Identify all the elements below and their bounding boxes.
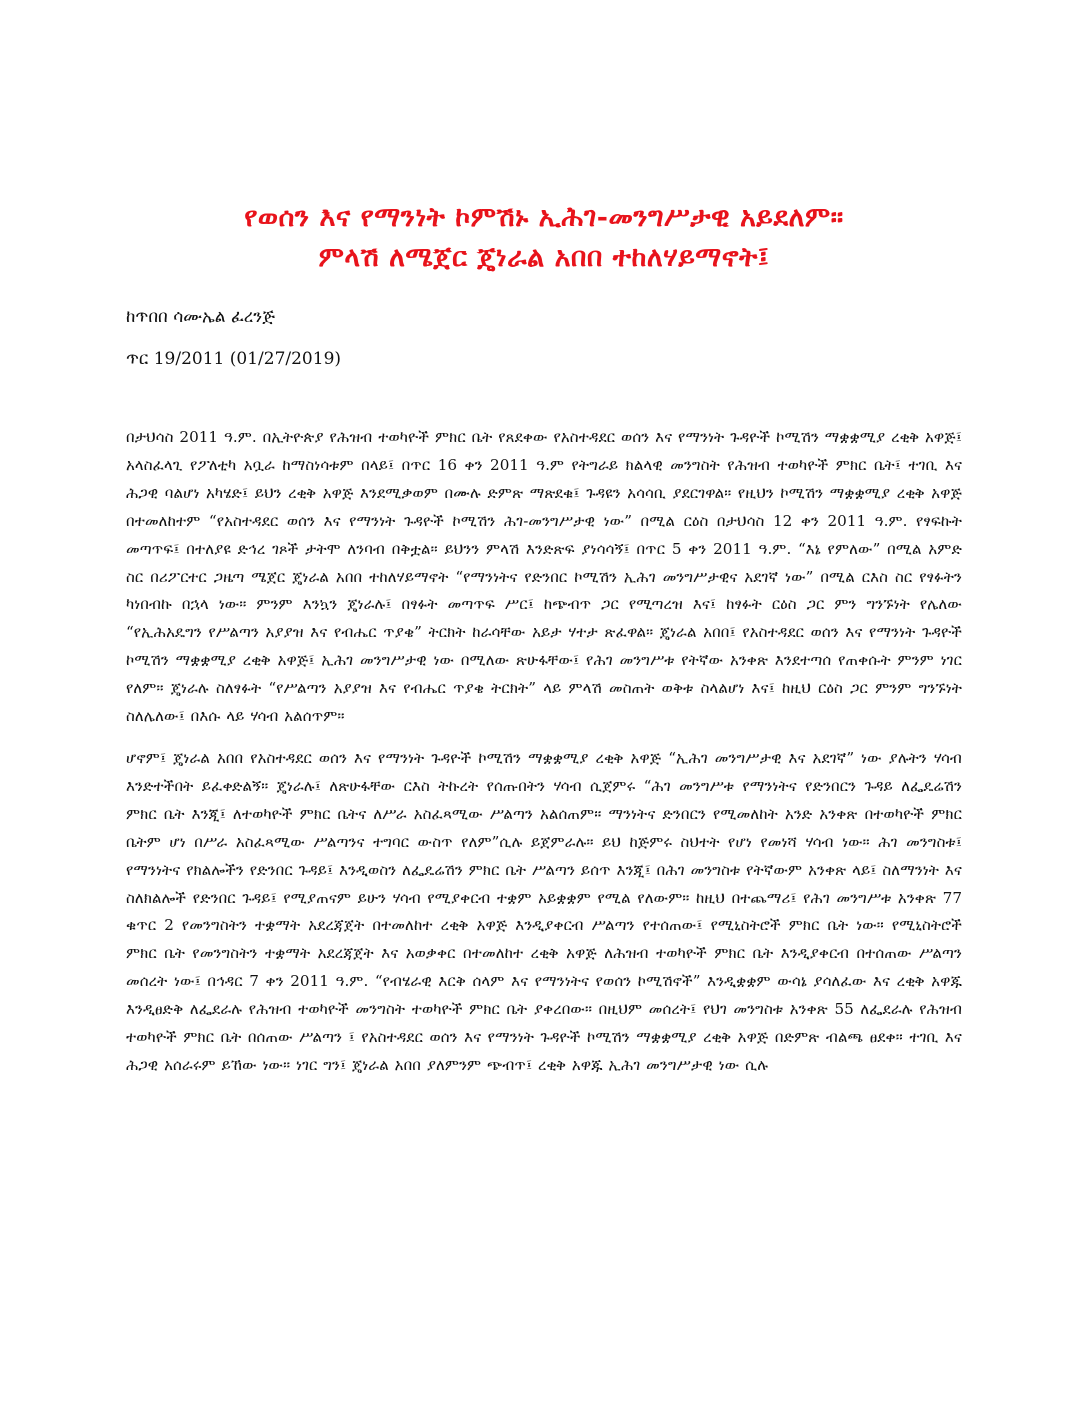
title-line-1: የወሰን እና የማንነት ኮምሽኑ ኢሕገ-መንግሥታዊ አይደለም። [244,202,844,233]
paragraph-1: በታህሳስ 2011 ዓ.ም. በኢትዮጵያ የሕዝብ ተወካዮች ምክር ቤት የጸደቀው የአስተዳደር ወሰን እና የማንነት ጉዳዮች ኮሚሽን ማቋቋሚያ ረቂቅ አዋጅ፤ አላስፈላጊ የፖለቲካ አቧራ ከማስነሳቱም በላይ፤ በጥር 16 ቀን 2011 ዓ.ም የትግራይ ክልላዊ መንግስት የሕዝብ ተወካዮች ምክር ቤት፤ ተገቢ እና ሕጋዊ ባልሆነ አካሄድ፤ ይህን ረቂቅ አዋጅ እንደሚቃወም በሙሉ ድምጽ ማጽደቁ፤ ጉዳዩን አሳሳቢ ያደርገዋል። የዚህን ኮሚሽን ማቋቋሚያ ረቂቅ አዋጅ በተመለከተም “የአስተዳደር ወሰን እና የማንነት ጉዳዮች ኮሚሽን ሕገ-መንግሥታዊ ነው” በሚል ርዕስ በታህሳስ 12 ቀን 2011 ዓ.ም. የፃፍኩት መጣጥፍ፤ በተለያዩ ድኅረ ገጾች ታትሞ ለንባብ በቅቷል። ይህንን ምላሽ እንድጽፍ ያነሳሳኝ፤ በጥር 5 ቀን 2011 ዓ.ም. “እኔ የምለው” በሚል አምድ ስር በሪፖርተር ጋዜጣ ሜጀር ጄነራል አበበ ተከለሃይማኖት “የማንነትና የድንበር ኮሚሽን ኢሕገ መንግሥታዊና አደገኛ ነው” በሚል ርእስ ስር የፃፉትን ካነበብኩ በኋላ ነው። ምንም እንኳን ጄነራሉ፤ በፃፉት መጣጥፍ ሥር፤ ከጭብጥ ጋር የሚጣረዝ እና፤ ከፃፉት ርዕስ ጋር ምን ግንኙነት የሌለው “የኢሕአዴግን የሥልጣን አያያዝ እና የብሔር ጥያቄ” ትርክት ከራሳቸው አይታ ሃተታ ጽፈዋል። ጄነራል አበበ፤ የአስተዳደር ወሰን እና የማንነት ጉዳዮች ኮሚሽን ማቋቋሚያ ረቂቅ አዋጅ፤ ኢሕገ መንግሥታዊ ነው በሚለው ጽሁፋቸው፤ የሕገ መንግሥቱ የትኛው አንቀጽ እንደተጣሰ የጠቀሱት ምንም ነገር የለም። ጄነራሉ ስለፃፉት “የሥልጣን አያያዝ እና የብሔር ጥያቄ ትርክት” ላይ ምላሽ መስጠት ወቅቱ ስላልሆነ እና፤ ከዚህ ርዕስ ጋር ምንም ግንኙነት ስለሌለው፤ በእሱ ላይ ሃሳብ አልሰጥም። [126,428,962,726]
article-body [126,424,962,1080]
author-byline: ከጥበበ ሳሙኤል ፈረንጅ [126,307,275,327]
document-title [126,198,962,278]
title-line-2: ምላሽ ለሜጀር ጄነራል አበበ ተከለሃይማኖት፤ [318,242,770,273]
paragraph-2: ሆኖም፤ ጄነራል አበበ የአስተዳደር ወሰን እና የማንነት ጉዳዮች ኮሚሽን ማቋቋሚያ ረቂቅ አዋጅ “ኢሕገ መንግሥታዊ እና አደገኛ” ነው ያሉትን ሃሳብ እንድተችበት ይፈቀድልኝ። ጄነራሉ፤ ለጽሁፋቸው ርእስ ትኩረት የሰጡበትን ሃሳብ ሲጀምሩ “ሕገ መንግሥቱ የማንነትና የድንበርን ጉዳይ ለፌዴሬሽን ምክር ቤት እንጂ፤ ለተወካዮች ምክር ቤትና ለሥራ አስፈጻሚው ሥልጣን አልሰጠም፡፡ ማንነትና ድንበርን የሚመለከት አንድ አንቀጽ በተወካዮች ምክር ቤትም ሆነ በሥራ አስፈጻሚው ሥልጣንና ተግባር ውስጥ የለም”ሲሉ ይጀምራሉ። ይህ ከጅምሩ ስህተት የሆነ የመነሻ ሃሳብ ነው። ሕገ መንግስቱ፤ የማንነትና የክልሎችን የድንበር ጉዳይ፤ እንዲወስን ለፌዴሬሽን ምክር ቤት ሥልጣን ይሰጥ እንጂ፤ በሕገ መንግስቱ የትኛውም አንቀጽ ላይ፤ ስለማንነት እና ስለክልሎች የድንበር ጉዳይ፤ የሚያጠናም ይሁን ሃሳብ የሚያቀርብ ተቋም አይቋቋም የሚል የለውም። ከዚህ በተጨማሪ፤ የሕገ መንግሥቱ አንቀጽ 77 ቁጥር 2 የመንግስትን ተቋማት አደረጃጀት በተመለከተ ረቂቅ አዋጅ እንዲያቀርብ ሥልጣን የተሰጠው፤ የሚኒስትሮች ምክር ቤት ነው። የሚኒስትሮች ምክር ቤት የመንግስትን ተቋማት አደረጃጀት እና አወቃቀር በተመለከተ ረቂቅ አዋጅ ለሕዝብ ተወካዮች ምክር ቤት እንዲያቀርብ በተሰጠው ሥልጣን መሰረት ነው፤ በኅዳር 7 ቀን 2011 ዓ.ም. “የብሄራዊ እርቅ ሰላም እና የማንነትና የወሰን ኮሚሽኖች” እንዲቋቋም ውሳኔ ያሳለፈው እና ረቂቅ አዋጁ እንዲፀድቅ ለፌደራሉ የሕዝብ ተወካዮች መንግስት ተወካዮች ምክር ቤት ያቀረበው። በዚህም መሰረት፤ የህገ መንግስቱ አንቀጽ 55 ለፌደራሉ የሕዝብ ተወካዮች ምክር ቤት በሰጠው ሥልጣን ፤ የአስተዳደር ወሰን እና የማንነት ጉዳዮች ኮሚሽን ማቋቋሚያ ረቂቅ አዋጅ በድምጽ ብልጫ ፀደቀ። ተገቢ እና ሕጋዊ አሰራሩም ይኸው ነው። ነገር ግን፤ ጄነራል አበበ ያለምንም ጭብጥ፤ ረቂቅ አዋጁ ኢሕገ መንግሥታዊ ነው ሲሉ [126,748,962,1074]
publication-date: ጥር 19/2011 (01/27/2019) [126,349,342,369]
